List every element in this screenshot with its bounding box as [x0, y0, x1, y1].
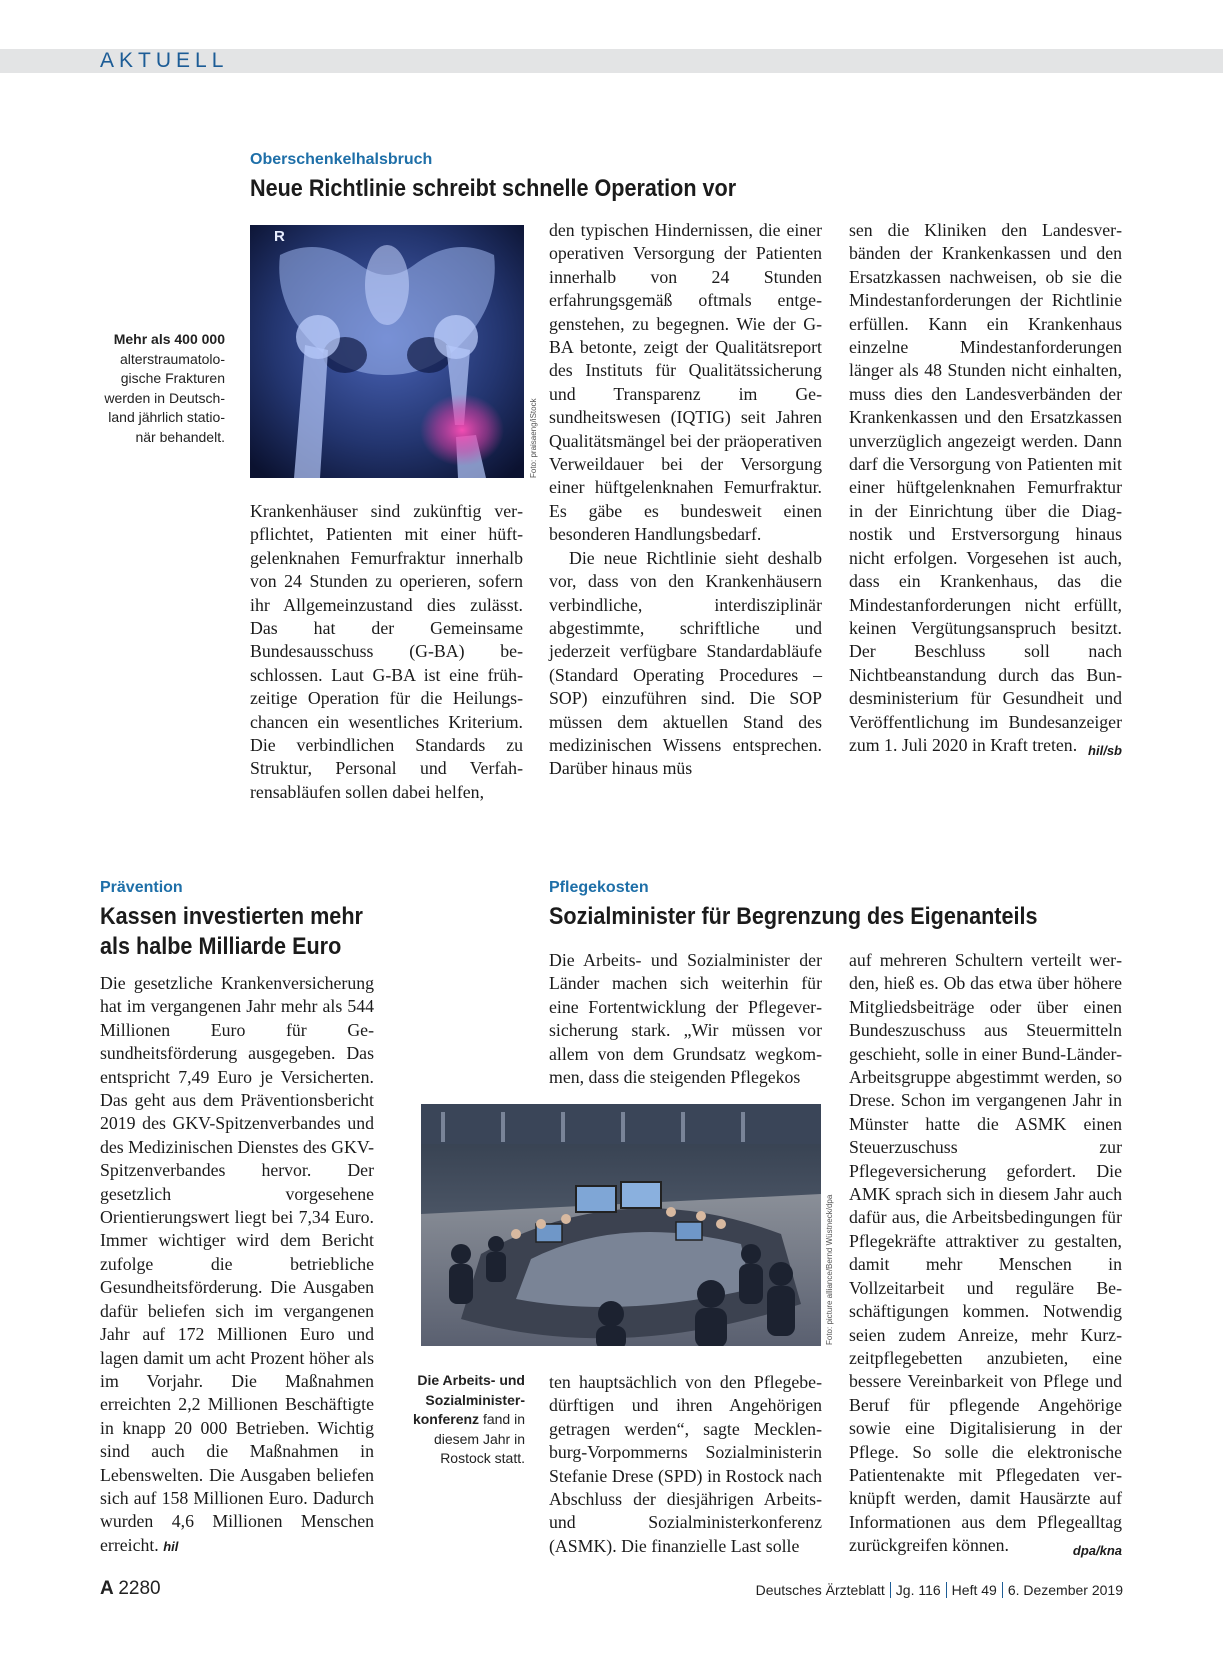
article2-headline — [100, 902, 363, 962]
page-number — [100, 1578, 161, 1600]
article3-col1-bottom-text: ten hauptsächlich von den Pflegebedürftigen und ihren Angehörigen getragen werden“, sagte Mecklenburg-Vorpommerns Sozialministerin Stefanie Drese (SPD) in Rostock nach Abschluss der diesjährigen Arbeits- und Sozialministerkonferenz (ASMK). Die finanzielle Last solle — [549, 1372, 822, 1556]
footer-separator — [890, 1582, 891, 1598]
article1-col3-text — [849, 219, 1122, 757]
article1-column-3 — [849, 219, 1122, 762]
section-label: AKTUELL — [100, 49, 229, 72]
footer-separator — [1002, 1582, 1003, 1598]
conference-photo — [421, 1104, 821, 1346]
margin-note-text: alterstraumatologische Frakturen werden in Deutschland jährlich stationär behandelt. — [104, 350, 225, 445]
article2-kicker: Prävention — [100, 879, 183, 896]
article3-headline: Sozialminister für Begrenzung des Eigenanteils — [549, 903, 1038, 930]
article2-body-para — [100, 972, 374, 1558]
journal-volume: Jg. 116 — [895, 1582, 941, 1598]
article1-kicker: Oberschenkelhalsbruch — [250, 151, 433, 168]
article1-column-2 — [549, 219, 822, 781]
article2-headline-line1: Kassen investierten mehr — [100, 903, 363, 930]
article1-col2-para1: den typischen Hindernissen, die einer operativen Versorgung der Patienten innerhalb von 24 Stunden erfahrungsgemäß oftmals entgegenstehen, zu begegnen. Wie der G-BA betonte, zeigt der Qualitätsreport des Instituts für Qualitätssicherung und Transparenz im Gesundheitswesen (IQTIG) seit Jahren Qualitätsmängel bei der präoperativen Verweildauer bei der Versorgung einer hüftgelenknahen Femurfraktur. Es gäbe es bundesweit einen besonderen Handlungsbedarf. — [549, 220, 822, 545]
journal-issue: Heft 49 — [951, 1582, 997, 1598]
page-prefix: A — [100, 1578, 114, 1599]
article1-col2-para2: Die neue Richtlinie sieht deshalb vor, dass von den Krankenhäusern verbindliche, interdisziplinär abgestimmte, schriftliche und jederzeit verfügbare Standardabläufe (Standard Operating Procedures – SOP) einzuführen sind. Die SOP müssen dem aktuellen Stand des medizinischen Wissens entsprechen. Darüber hinaus müs — [549, 547, 822, 779]
article2-signature: hil — [163, 1538, 179, 1554]
article1-column-1 — [250, 500, 523, 804]
article1-signature: hil/sb — [1088, 742, 1122, 758]
margin-note-bold: Mehr als 400 000 — [113, 331, 225, 347]
journal-date: 6. Dezember 2019 — [1007, 1582, 1123, 1598]
article1-col1-text: Krankenhäuser sind zukünftig verpflichtet, Patienten mit einer hüftgelenknahen Femurfraktur innerhalb von 24 Stunden zu operieren, sofern ihr Allgemeinzustand dies zulässt. Das hat der Gemeinsame Bundesausschuss (G-BA) beschlossen. Laut G-BA ist eine frühzeitige Operation für die Heilungschancen ein wesentliches Kriterium. Die verbindlichen Standards zu Struktur, Personal und Verfahrensabläufen sollen dabei helfen, — [250, 501, 523, 802]
article3-photo-credit: Foto: picture alliance/Bernd Wüstneck/dpa — [825, 1194, 834, 1345]
article1-col3-body: sen die Kliniken den Landesverbänden der Krankenkassen und den Ersatzkassen nachweisen, ob sie die Mindestanforderungen der Richtlinie erfüllen. Kann ein Krankenhaus einzelne Mindestanforderungen länger als 48 Stunden nicht einhalten, muss dies den Landesverbänden der Krankenkassen und den Ersatzkassen unverzüglich angezeigt werden. Dann darf die Versorgung von Patienten mit einer hüftgelenknahen Femurfraktur in der Einrichtung über die Diagnostik und Erstversorgung hinaus nicht erfolgen. Vorgesehen ist auch, dass ein Krankenhaus, das die Mindestanforderungen nicht erfüllt, keinen Vergütungsanspruch besitzt. Der Beschluss soll nach Nichtbeanstandung durch das Bundesministerium für Gesundheit und Veröffentlichung im Bundesanzeiger zum 1. Juli 2020 in Kraft treten. — [849, 220, 1122, 755]
xray-marker: R — [274, 228, 285, 245]
article1-photo-credit: Foto: praisaeng/iStock — [529, 398, 538, 478]
article3-col2-para — [849, 949, 1122, 1558]
article2-body — [100, 972, 374, 1558]
article3-column-1-top — [549, 949, 822, 1089]
article3-column-2 — [849, 949, 1122, 1563]
footer-separator — [946, 1582, 947, 1598]
article1-headline: Neue Richtlinie schreibt schnelle Operation vor — [250, 175, 737, 202]
article2-body-text: Die gesetzliche Krankenversicherung hat im vergangenen Jahr mehr als 544 Millionen Euro für Gesundheitsförderung ausgegeben. Das entspricht 7,49 Euro je Versicherten. Das geht aus dem Präventionsbericht 2019 des GKV-Spitzenverbandes und des Medizinischen Dienstes des GKV-Spitzenverbandes hervor. Der gesetzlich vorgesehene Orientierungswert liegt bei 7,34 Euro. Immer wichtiger wird dem Bericht zufolge die betriebliche Gesundheitsförderung. Die Ausgaben dafür beliefen sich im vergangenen Jahr auf 172 Millionen Euro und lagen damit um acht Prozent höher als im Vorjahr. Die Maßnahmen erreichten 2,2 Millionen Beschäftigte in knapp 20 000 Betrieben. Wichtig sind auch die Maßnahmen in Lebenswelten. Die Ausgaben beliefen sich auf 158 Millionen Euro. Dadurch wurden 4,6 Millionen Menschen erreicht. — [100, 973, 374, 1555]
journal-name: Deutsches Ärzteblatt — [755, 1582, 885, 1598]
xray-image — [250, 225, 524, 478]
article3-signature: dpa/kna — [1072, 1543, 1122, 1559]
page-number-value: 2280 — [118, 1578, 161, 1599]
article3-column-1-bottom — [549, 1371, 822, 1558]
article3-photo-caption — [395, 1371, 525, 1469]
article3-col1-top-text: Die Arbeits- und Sozialminister der Länder machen sich weiterhin für eine Fortentwicklung der Pflegeversicherung stark. „Wir müssen vor allem von dem Grundsatz wegkommen, dass die steigenden Pflegekos — [549, 950, 822, 1088]
article3-kicker: Pflegekosten — [549, 879, 649, 896]
article2-headline-line2: als halbe Milliarde Euro — [100, 933, 342, 960]
caption-bold: Die Arbeits- und Sozialministerkonferenz — [412, 1372, 525, 1427]
caption-text: fand in diesem Jahr in Rostock statt. — [433, 1411, 525, 1466]
article1-margin-note — [95, 330, 225, 447]
article3-col2-text: auf mehreren Schultern verteilt werden, hieß es. Ob das etwa über höhere Mitgliedsbeiträge oder über einen Bundeszuschuss aus Steuermitteln geschieht, solle in einer Bund-Länder-Arbeitsgruppe abgestimmt werden, so Drese. Schon im vergangenen Jahr in Münster hatte die ASMK einen Steuerzuschuss zur Pflegeversicherung gefordert. Die AMK sprach sich in diesem Jahr auch dafür aus, die Arbeitsbedingungen für Pflegekräfte attraktiver zu gestalten, damit mehr Menschen in Vollzeitarbeit und reguläre Beschäftigungen kommen. Notwendig seien zudem Anreize, mehr Kurzzeitpflegebetten anzubieten, eine bessere Vereinbarkeit von Pflege und Beruf für pflegende Angehörige sowie eine Digitalisierung in der Pflege. So solle die elektronische Patientenakte mit Pflegedaten verknüpft werden, damit Hausärzte auf Informationen aus dem Pflegealltag zurückgreifen können. — [849, 950, 1122, 1556]
footer-journal-info — [756, 1582, 1123, 1598]
